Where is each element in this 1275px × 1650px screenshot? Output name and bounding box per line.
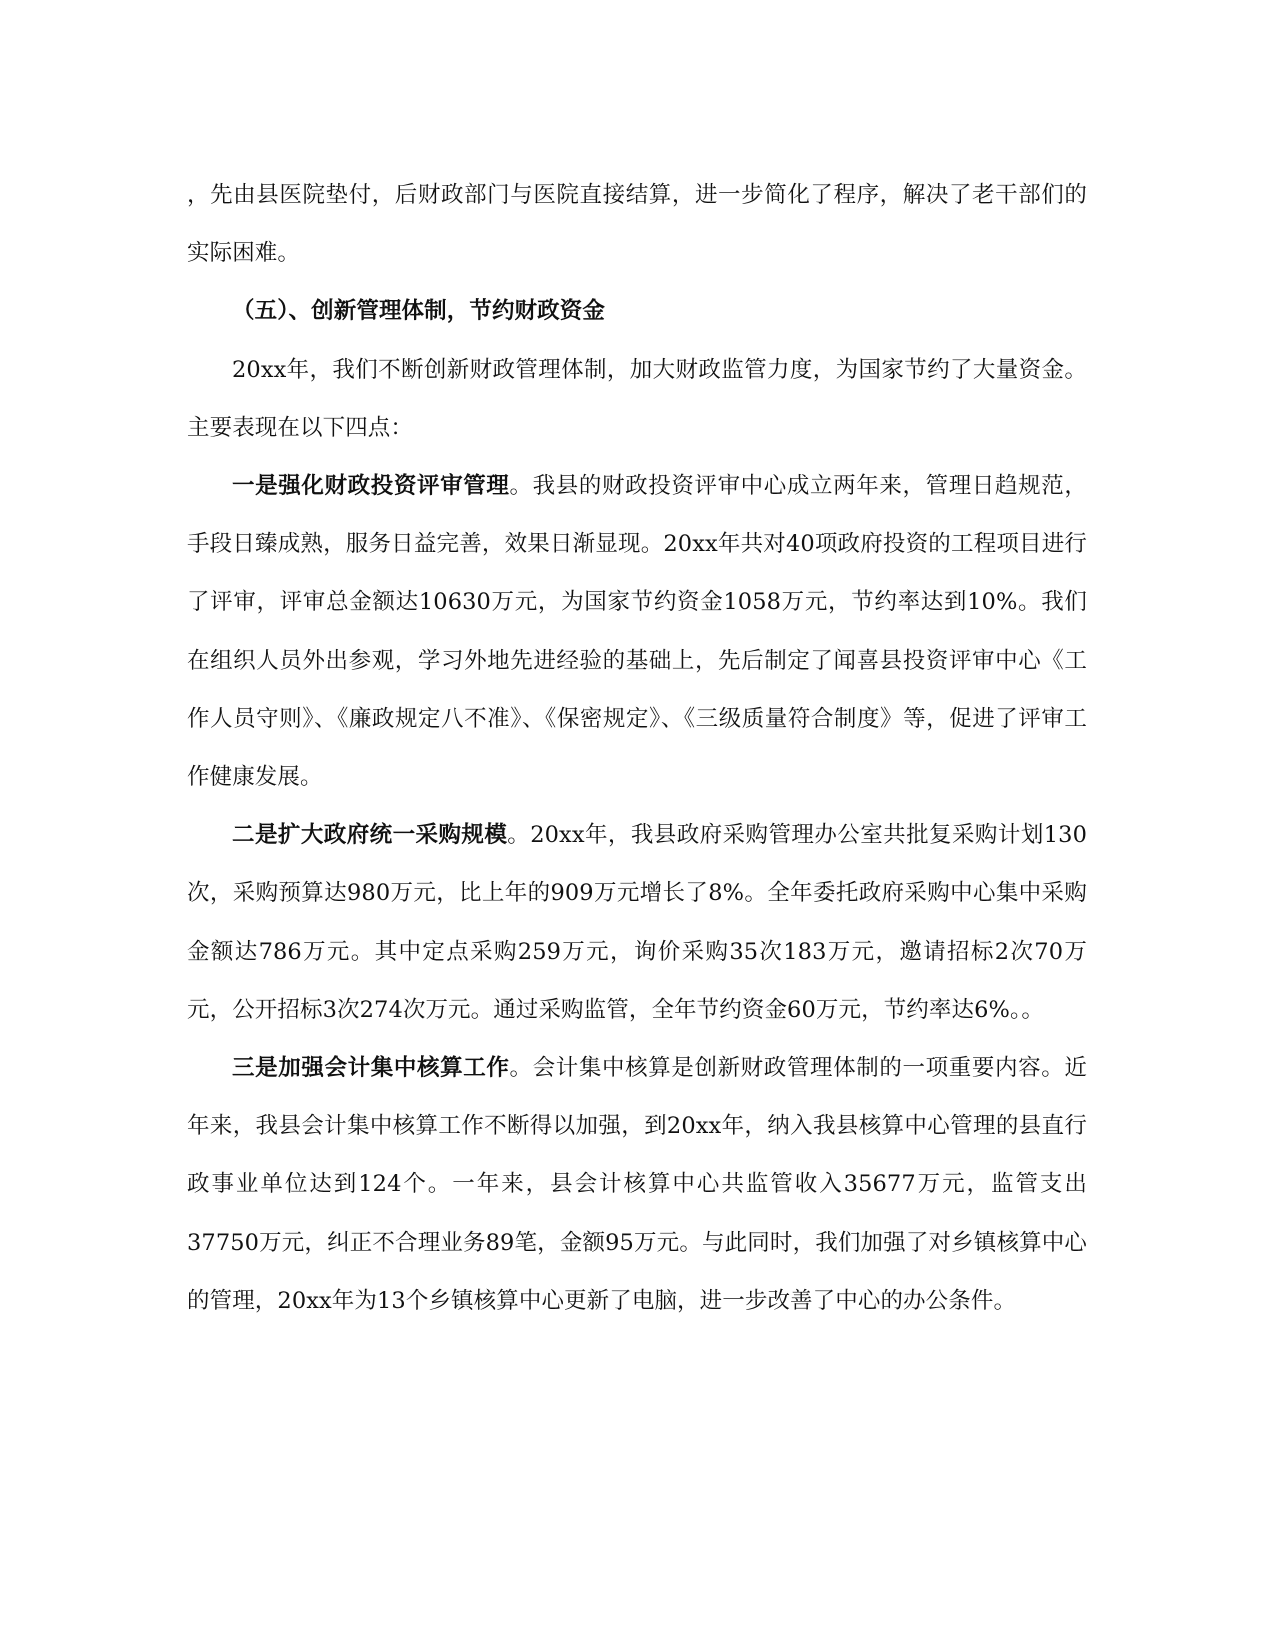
paragraph-text: ，先由县医院垫付，后财政部门与医院直接结算，进一步简化了程序，解决了老干部们的实际困难。 [187, 182, 1087, 267]
section-heading-text: （五）、创新管理体制，节约财政资金 [232, 298, 605, 325]
section-heading [187, 282, 1087, 340]
paragraph-lead: 二是扩大政府统一采购规模 [232, 822, 508, 849]
document-body [187, 166, 1087, 1330]
paragraph-point-2 [187, 806, 1087, 1039]
paragraph-point-1 [187, 457, 1087, 806]
paragraph-text: 。我县的财政投资评审中心成立两年来，管理日趋规范，手段日臻成熟，服务日益完善，效果日渐显现。20xx年共对40项政府投资的工程项目进行了评审，评审总金额达10630万元，为国家节约资金1058万元，节约率达到10%。我们在组织人员外出参观，学习外地先进经验的基础上，先后制定了闻喜县投资评审中心《工作人员守则》、《廉政规定八不准》、《保密规定》、《三级质量符合制度》等，促进了评审工作健康发展。 [187, 473, 1087, 791]
paragraph-point-3 [187, 1039, 1087, 1330]
paragraph-lead: 一是强化财政投资评审管理 [232, 473, 510, 500]
paragraph-text: 20xx年，我们不断创新财政管理体制，加大财政监管力度，为国家节约了大量资金。主要表现在以下四点： [187, 356, 1087, 441]
paragraph-intro [187, 341, 1087, 457]
paragraph-text: 。20xx年，我县政府采购管理办公室共批复采购计划130次，采购预算达980万元，比上年的909万元增长了8%。全年委托政府采购中心集中采购金额达786万元。其中定点采购259万元，询价采购35次183万元，邀请招标2次70万元，公开招标3次274次万元。通过采购监管，全年节约资金60万元，节约率达6%。。 [187, 822, 1087, 1023]
paragraph-text: 。会计集中核算是创新财政管理体制的一项重要内容。近年来，我县会计集中核算工作不断得以加强，到20xx年，纳入我县核算中心管理的县直行政事业单位达到124个。一年来，县会计核算中心共监管收入35677万元，监管支出37750万元，纠正不合理业务89笔，金额95万元。与此同时，我们加强了对乡镇核算中心的管理，20xx年为13个乡镇核算中心更新了电脑，进一步改善了中心的办公条件。 [187, 1055, 1087, 1314]
paragraph-lead: 三是加强会计集中核算工作 [232, 1055, 510, 1082]
paragraph-continuation [187, 166, 1087, 282]
